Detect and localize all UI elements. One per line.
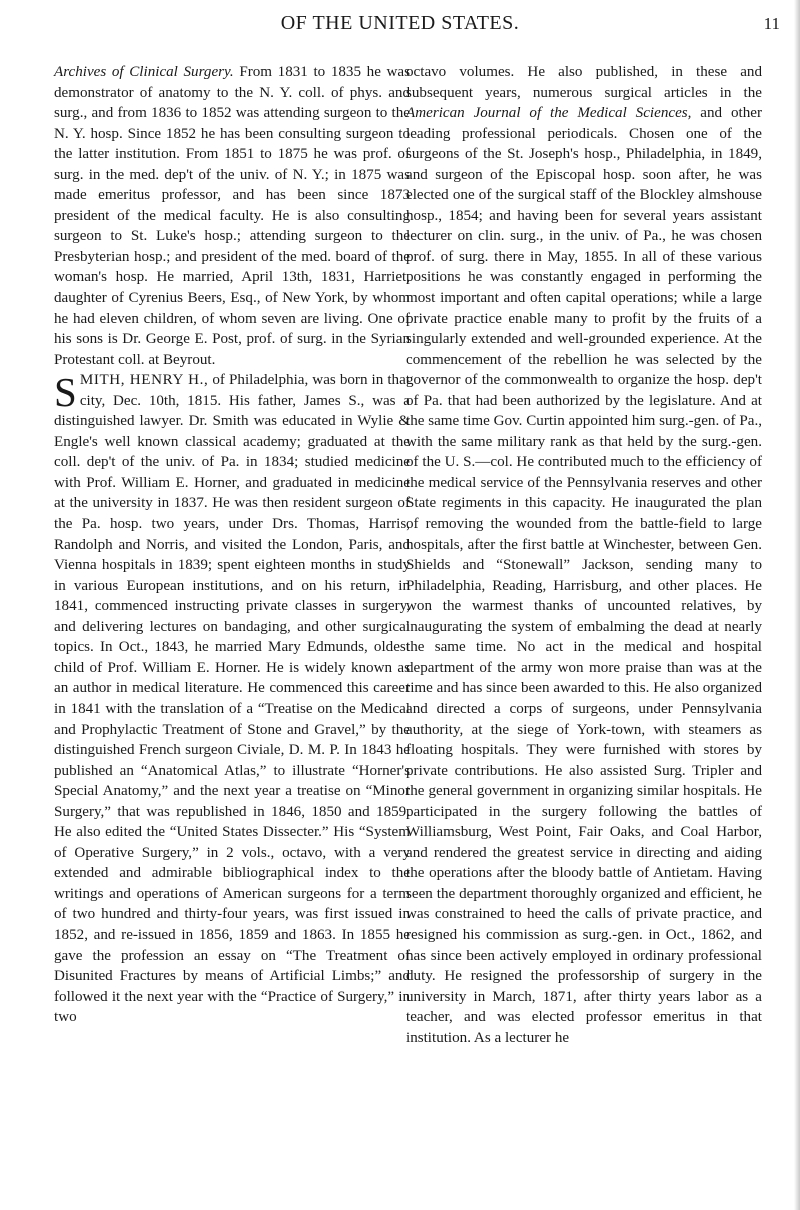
entry-continuation-text: From 1831 to 1835 he was demonstrator of anatomy to the N. Y. coll. of phys. and surg., and from 1836 to 1852 was attending surgeon to the N. Y. hosp. Since 1852 he has been consulting surgeon to the latter institution. From 1851 to 1875 he was prof. of surg. in the med. dep't of the univ. of N. Y.; in 1875 was made emeritus professor, and has been since 1873 president of the medical faculty. He is also consulting surgeon to St. Luke's hosp.; attending surgeon to the Presbyterian hosp.; and president of the med. board of the woman's hosp. He married, April 13th, 1831, Harriet, daughter of Cyrenius Beers, Esq., of New York, by whom he had eleven children, of whom seven are living. One of his sons is Dr. George E. Post, prof. of surg. in the Syrian Protestant coll. at Beyrout. (54, 64, 411, 368)
entry-name: MITH, HENRY H., (79, 372, 209, 389)
journal-title: Archives of Clinical Surgery. (54, 64, 234, 80)
entry-text-b: and other leading professional periodicals. Chosen one of the surgeons of the St. Joseph's hosp., Philadelphia, in 1849, and surgeon of the Episcopal hosp. soon after, he was elected one of the surgical staff of the Blockley almshouse hosp., 1854; and having been for several years assistant lecturer on clin. surg., in the univ. of Pa., he was chosen prof. of surg. there in May, 1855. In all of these various positions he was constantly engaged in performing the most important and often capital operations; while a large private practice enable many to profit by the fruits of a singularly extended and well-grounded experience. At the commencement of the rebellion he was selected by the governor of the commonwealth to organize the hosp. dep't of Pa. that had been authorized by the legislature. And at the same time Gov. Curtin appointed him surg.-gen. of Pa., with the same military rank as that held by the surg.-gen. of the U. S.—col. He contributed much to the efficiency of the medical service of the Pennsylvania reserves and other State regiments in this capacity. He inaugurated the plan of removing the wounded from the battle-field to large hospitals, after the first battle at Winchester, between Gen. Shields and “Stonewall” Jackson, sending many to Philadelphia, Reading, Harrisburg, and other places. He won the warmest thanks of uncounted relatives, by inaugurating the system of embalming the dead at nearly the same time. No act in the medical and hospital department of the army won more praise than was at the time and has since been awarded to this. He also organized and directed a corps of surgeons, under Pennsylvania authority, at the siege of York-town, with steamers as floating hospitals. They were furnished with stores by private contributions. He also assisted Surg. Tripler and the general government in organizing similar hospitals. He participated in the surgery following the battles of Williamsburg, West Point, Fair Oaks, and Coal Harbor, and rendered the greatest service in directing and aiding the operations after the bloody battle of Antietam. Having seen the department thoroughly organized and efficient, he was constrained to heed the calls of private practice, and resigned his commission as surg.-gen. in Oct., 1862, and has since been actively employed in ordinary professional duty. He resigned the professorship of surgery in the university in March, 1871, after thirty years labor as a teacher, and was elected professor emeritus in that institution. As a lecturer he (406, 105, 762, 1046)
page-number: 11 (763, 14, 780, 33)
entry-smith-henry (54, 370, 410, 1028)
entry-smith-continued (406, 62, 762, 1048)
running-title: OF THE UNITED STATES. (280, 12, 520, 34)
page-edge-shadow (794, 0, 800, 1210)
journal-title: American Journal of the Medical Sciences, (406, 105, 692, 122)
drop-initial: S (54, 369, 77, 416)
right-column (406, 62, 762, 1048)
entry-text: of Philadelphia, was born in that city, Dec. 10th, 1815. His father, James S., was a distinguished lawyer. Dr. Smith was educated in Wylie & Engle's well known classical academy; graduated at the coll. dep't of the univ. of Pa. in 1834; studied medicine with Prof. William E. Horner, and graduated in medicine at the university in 1837. He was then resident surgeon of the Pa. hosp. two years, under Drs. Thomas, Harris, Randolph and Norris, and visited the London, Paris, and Vienna hospitals in 1839; spent eighteen months in study in various European institutions, and on his return, in 1841, commenced instructing private classes in surgery, and delivering lectures on bandaging, and other surgical topics. In Oct., 1843, he married Mary Edmunds, oldest child of Prof. William E. Horner. He is widely known as an author in medical literature. He commenced this career in 1841 with the translation of a “Treatise on the Medical and Prophylactic Treatment of Stone and Gravel,” by the distinguished French surgeon Civiale, D. M. P. In 1843 he published an “Anatomical Atlas,” to illustrate “Horner's Special Anatomy,” and the next year a treatise on “Minor Surgery,” that was republished in 1846, 1850 and 1859. He also edited the “United States Dissecter.” His “System of Operative Surgery,” in 2 vols., octavo, with a very extended and admirable bibliographical index to the writings and operations of American surgeons for a term of two hundred and thirty-four years, was first issued in 1852, and re-issued in 1856, 1859 and 1863. In 1855 he gave the profession an essay on “The Treatment of Disunited Fractures by means of Artificial Limbs;” and followed it the next year with the “Practice of Surgery,” in two (54, 372, 410, 1026)
left-column (54, 62, 410, 1028)
entry-continuation (54, 62, 410, 370)
entry-text-a: octavo volumes. He also published, in these and subsequent years, numerous surgical articles in the (406, 64, 762, 101)
running-head (0, 12, 800, 38)
